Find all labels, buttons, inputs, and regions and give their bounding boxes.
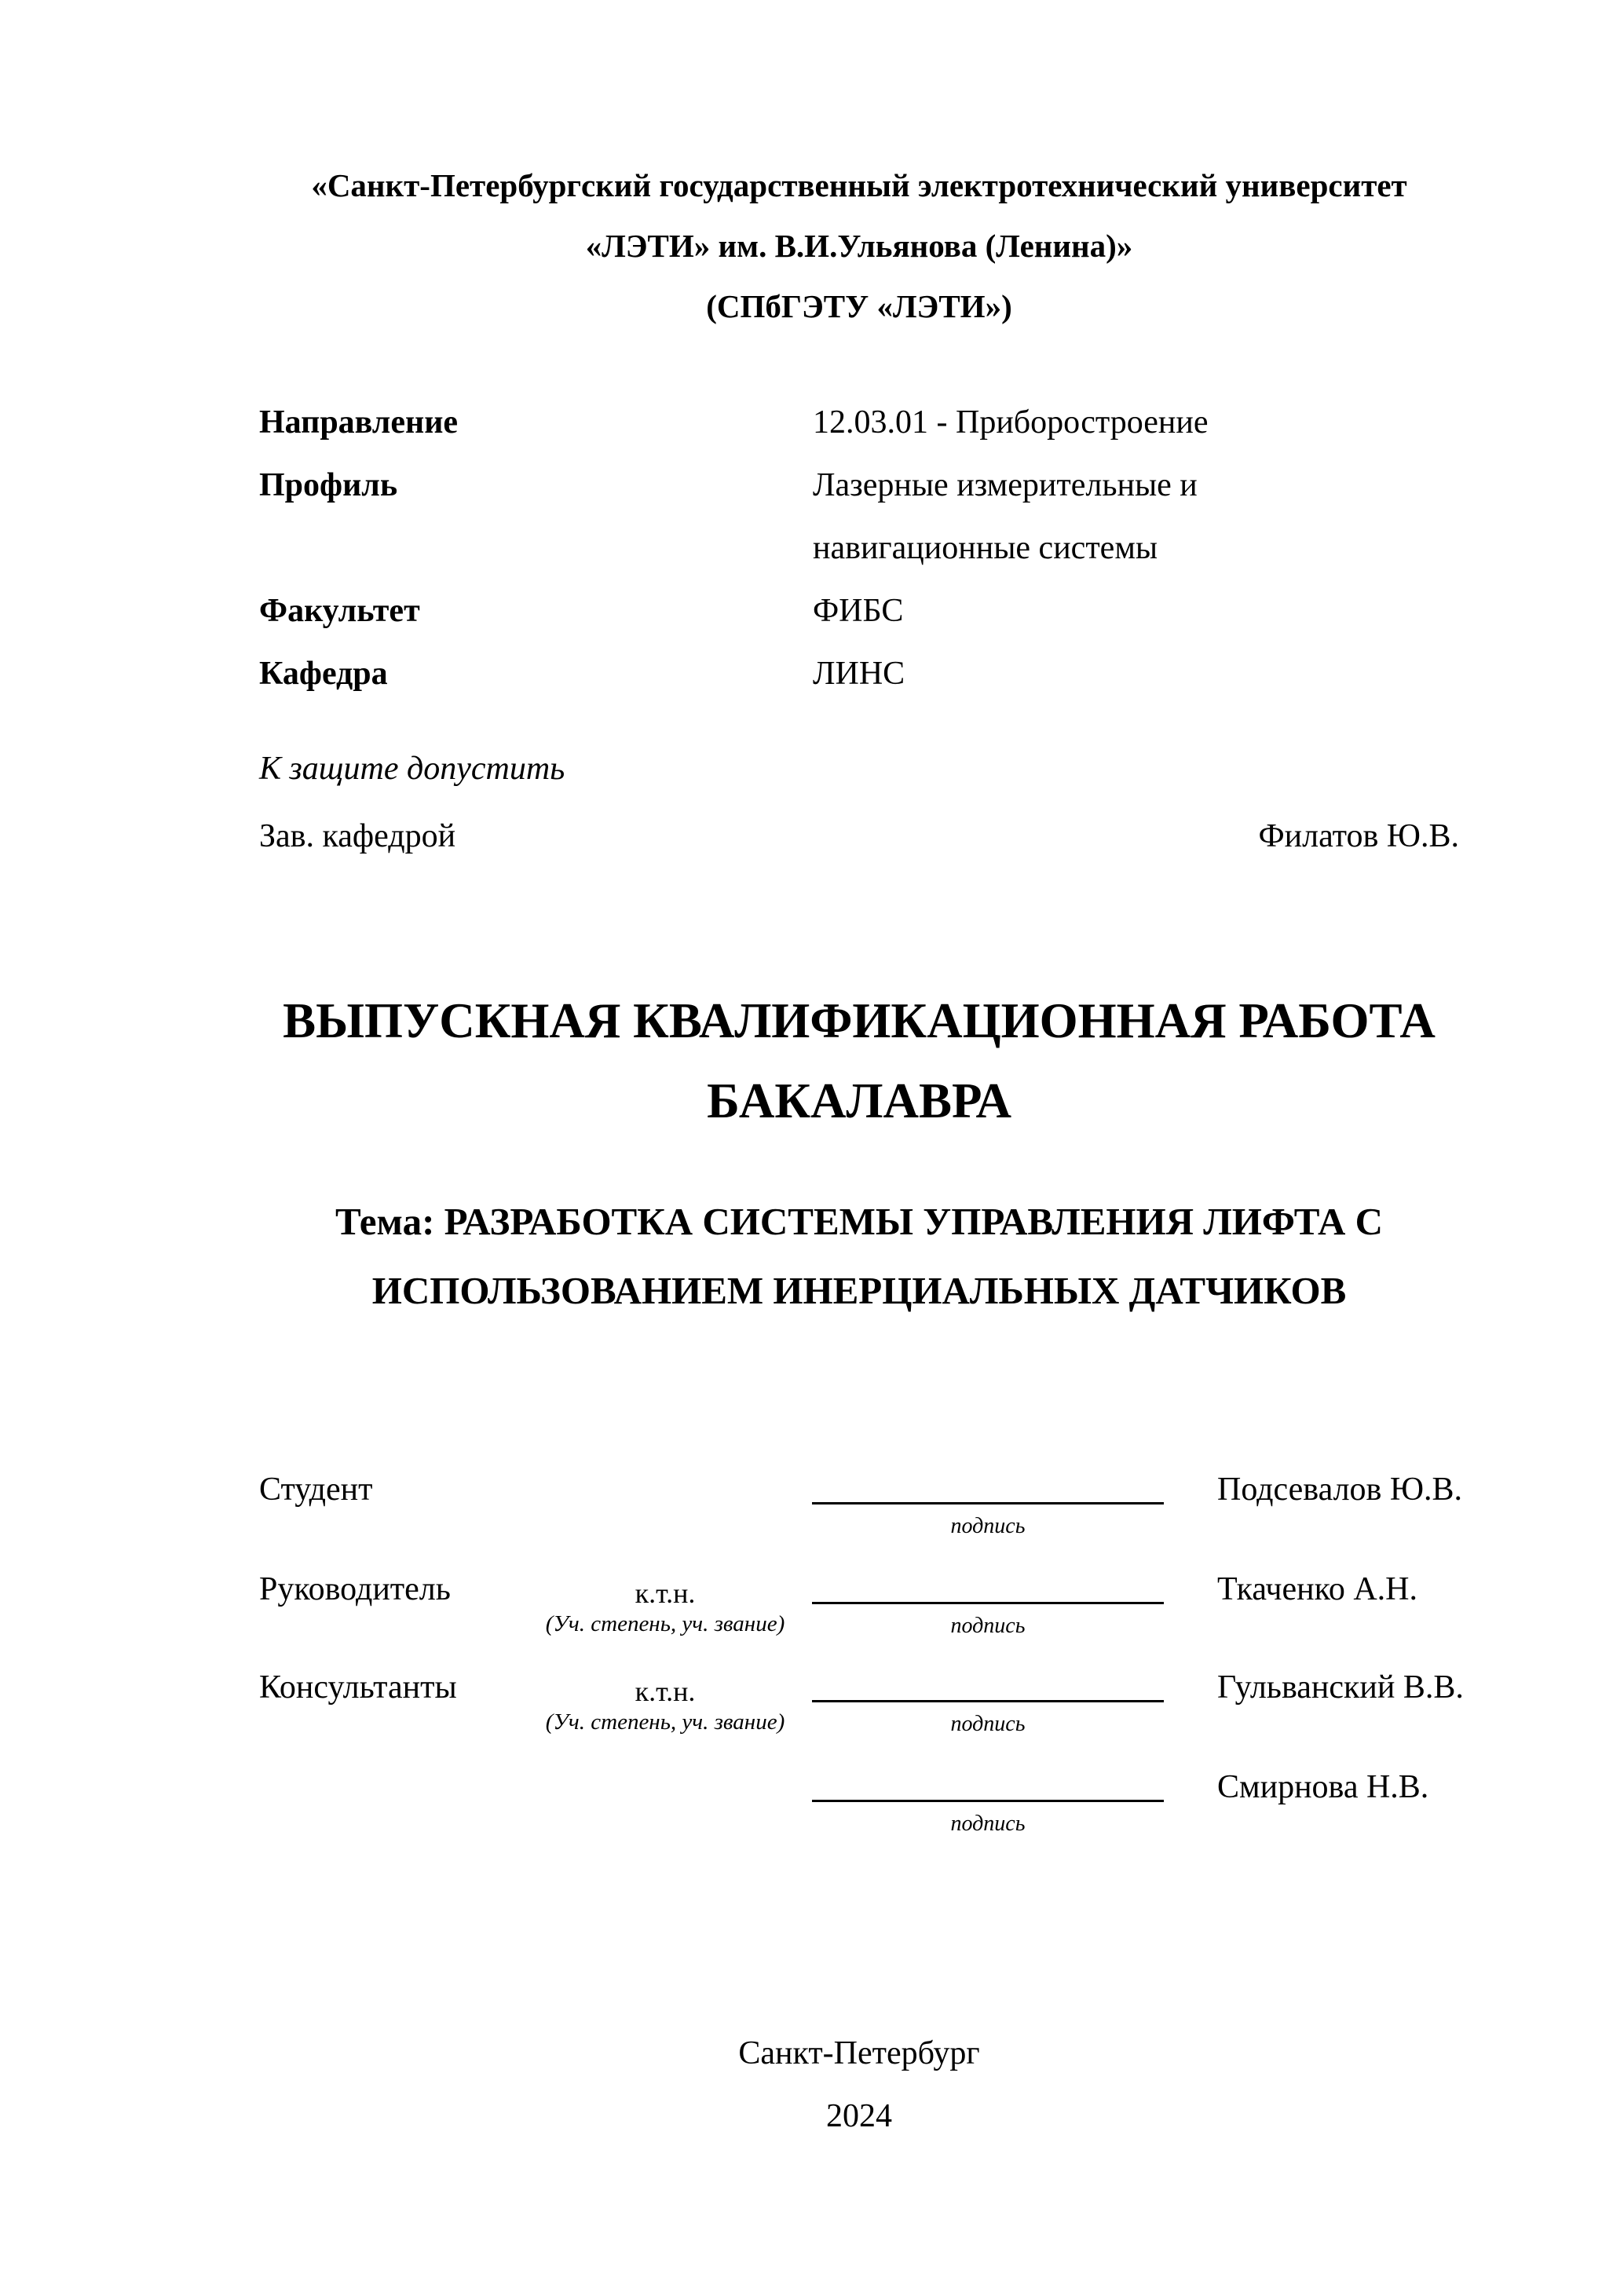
department-head-label: Зав. кафедрой — [259, 818, 456, 854]
signature-name-supervisor: Ткаченко А.Н. — [1217, 1571, 1418, 1607]
thesis-title — [188, 981, 1530, 1141]
signature-caption-supervisor: подпись — [950, 1614, 1026, 1638]
signature-row-supervisor — [259, 1570, 1459, 1674]
signature-degree-note-supervisor: (Уч. степень, уч. звание) — [545, 1611, 785, 1636]
thesis-theme — [188, 1187, 1530, 1325]
footer-year: 2024 — [826, 2098, 892, 2134]
signature-row-student — [259, 1471, 1463, 1574]
signature-role-consultants: Консультанты — [259, 1669, 457, 1706]
program-info-table — [259, 391, 1331, 705]
signature-name-student: Подсевалов Ю.В. — [1217, 1472, 1463, 1508]
department-head-row — [259, 817, 1459, 855]
signature-row-consultant-1 — [259, 1669, 1464, 1772]
info-label-department: Кафедра — [259, 656, 388, 692]
thesis-title-line-1: ВЫПУСКНАЯ КВАЛИФИКАЦИОННАЯ РАБОТА — [283, 993, 1436, 1048]
signature-row-consultant-2 — [259, 1768, 1459, 1872]
signature-caption-student: подпись — [950, 1514, 1026, 1538]
department-head-name: Филатов Ю.В. — [1258, 818, 1459, 854]
info-label-faculty: Факультет — [259, 593, 420, 629]
thesis-theme-line-1: Тема: РАЗРАБОТКА СИСТЕМЫ УПРАВЛЕНИЯ ЛИФТА С — [335, 1200, 1384, 1243]
admission-note: К защите допустить — [259, 751, 565, 787]
signature-name-consultant-1: Гульванский В.В. — [1217, 1669, 1464, 1706]
thesis-title-line-2: БАКАЛАВРА — [707, 1073, 1011, 1128]
signature-line-consultant-2 — [812, 1768, 1164, 1802]
footer — [259, 2022, 1459, 2148]
signature-name-consultant-2: Смирнова Н.В. — [1217, 1769, 1429, 1805]
footer-city: Санкт-Петербург — [738, 2035, 980, 2071]
signature-caption-consultant-2: подпись — [950, 1812, 1026, 1836]
signature-caption-consultant-1: подпись — [950, 1712, 1026, 1736]
info-value-department: ЛИНС — [813, 656, 905, 692]
signature-degree-supervisor: к.т.н. — [635, 1578, 696, 1609]
signature-degree-consultant-1: к.т.н. — [635, 1676, 696, 1707]
university-name-line-1: «Санкт-Петербургский государственный электротехнический университет — [311, 167, 1407, 203]
signature-line-supervisor — [812, 1570, 1164, 1604]
signature-line-consultant-1 — [812, 1669, 1164, 1702]
thesis-theme-line-2: ИСПОЛЬЗОВАНИЕМ ИНЕРЦИАЛЬНЫХ ДАТЧИКОВ — [371, 1269, 1347, 1312]
info-value-faculty: ФИБС — [813, 593, 904, 629]
info-value-profile: Лазерные измерительные и навигационные системы — [813, 467, 1198, 566]
signature-role-supervisor: Руководитель — [259, 1571, 451, 1607]
signature-line-student — [812, 1471, 1164, 1504]
university-name-line-2: «ЛЭТИ» им. В.И.Ульянова (Ленина)» — [585, 228, 1133, 264]
info-value-direction: 12.03.01 - Приборостроение — [813, 404, 1209, 441]
signature-degree-note-consultant-1: (Уч. степень, уч. звание) — [545, 1709, 785, 1735]
info-label-profile: Профиль — [259, 467, 398, 503]
university-name-line-3: (СПбГЭТУ «ЛЭТИ») — [706, 288, 1012, 324]
signature-role-student: Студент — [259, 1472, 373, 1508]
university-name-block — [259, 155, 1459, 337]
info-label-direction: Направление — [259, 404, 459, 441]
